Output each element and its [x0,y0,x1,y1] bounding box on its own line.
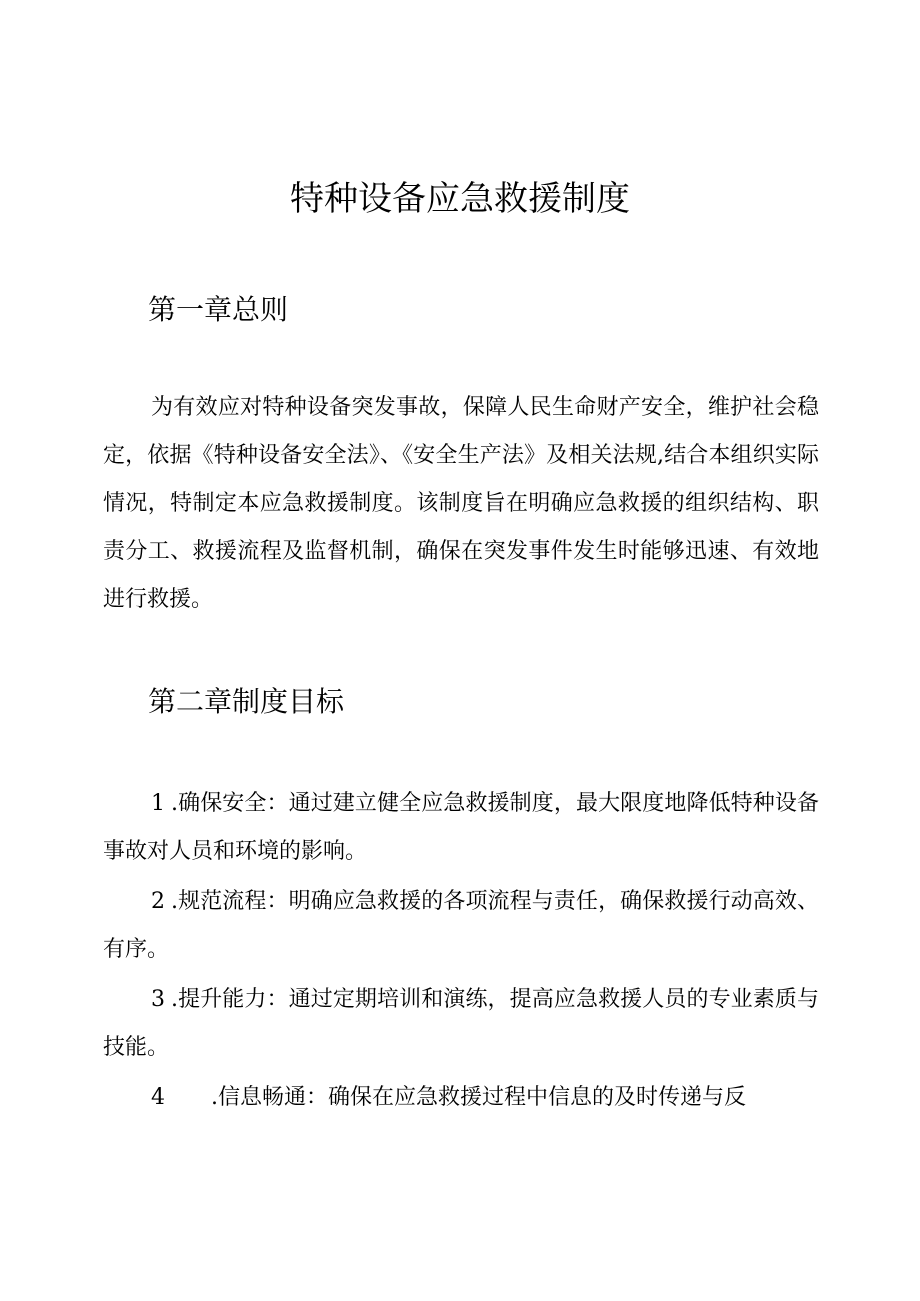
goal-number: 3 [151,987,165,1012]
document-title: 特种设备应急救援制度 [290,179,630,219]
chapter-1-heading: 第一章总则 [148,293,289,326]
goal-number: 2 [151,889,165,914]
goal-item-3 [103,976,819,1072]
goal-text: .提升能力：通过定期培训和演练，提高应急救援人员的专业素质与技能。 [103,987,819,1060]
chapter-2-heading: 第二章制度目标 [148,685,345,718]
goal-text: .规范流程：明确应急救援的各项流程与责任，确保救援行动高效、有序。 [103,889,819,962]
goal-item-1 [103,780,819,876]
chapter-1-paragraph: 为有效应对特种设备突发事故，保障人民生命财产安全，维护社会稳定，依据《特种设备安全法》、《安全生产法》及相关法规,结合本组织实际情况，特制定本应急救援制度。该制度旨在明确应急救援的组织结构、职责分工、救援流程及监督机制，确保在突发事件发生时能够迅速、有效地进行救援。 [103,395,819,612]
goal-text: .信息畅通：确保在应急救援过程中信息的及时传递与反 [211,1085,746,1110]
goal-text: .确保安全：通过建立健全应急救援制度，最大限度地降低特种设备事故对人员和环境的影响。 [103,791,819,864]
goal-number: 1 [151,791,165,816]
goal-item-4 [103,1074,819,1122]
goal-item-2 [103,878,819,974]
goal-number: 4 [151,1085,165,1110]
